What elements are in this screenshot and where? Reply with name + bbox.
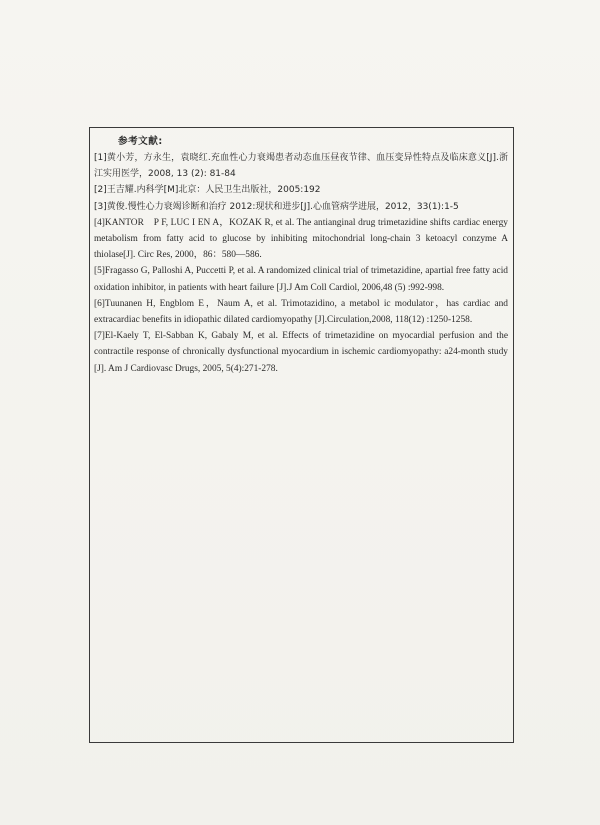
reference-item-6: [6]Tuunanen H, Engblom E，Naum A, et al. Trimotazidino, a metabol ic modulator，has cardiac and extracardiac benefits in idiopathic dilated cardiomyopathy [J].Circulation,2008, 118(12) :1250-1258. <box>94 298 508 326</box>
reference-item-3: [3]黄俊.慢性心力衰竭诊断和治疗 2012:现状和进步[J].心血管病学进展，2012，33(1):1-5 <box>94 201 459 212</box>
references-heading: 参考文献: <box>118 136 163 147</box>
reference-item-7: [7]El-Kaely T, El-Sabban K, Gabaly M, et al. Effects of trimetazidine on myocardial perfusion and the contractile response of chronically dysfunctional myocardium in ischemic cardiomyopathy: a24-month study [J]. Am J Cardiovasc Drugs, 2005, 5(4):271-278. <box>94 331 508 374</box>
reference-item-5: [5]Fragasso G, Palloshi A, Puccetti P, et al. A randomized clinical trial of trimetazidine, apartial free fatty acid oxidation inhibitor, in patients with heart failure [J].J Am Coll Cardiol, 2006,48 (5) :992-998. <box>94 266 508 293</box>
reference-list <box>94 134 508 377</box>
reference-item-1: [1]黄小芳，方永生，袁晓红.充血性心力衰竭患者动态血压昼夜节律、血压变异性特点及临床意义[J].浙江实用医学，2008, 13 (2): 81-84 <box>94 153 508 180</box>
reference-item-2: [2]王吉耀.内科学[M]北京：人民卫生出版社，2005:192 <box>94 185 321 196</box>
reference-item-4: [4]KANTOR P F, LUC I EN A，KOZAK R, et al. The antianginal drug trimetazidine shifts cardiac energy metabolism from fatty acid to glucose by inhibiting mitochondrial long-chain 3 ketoacyl conzyme A thiolase[J]. Circ Res, 2000，86：580—586. <box>94 217 508 261</box>
